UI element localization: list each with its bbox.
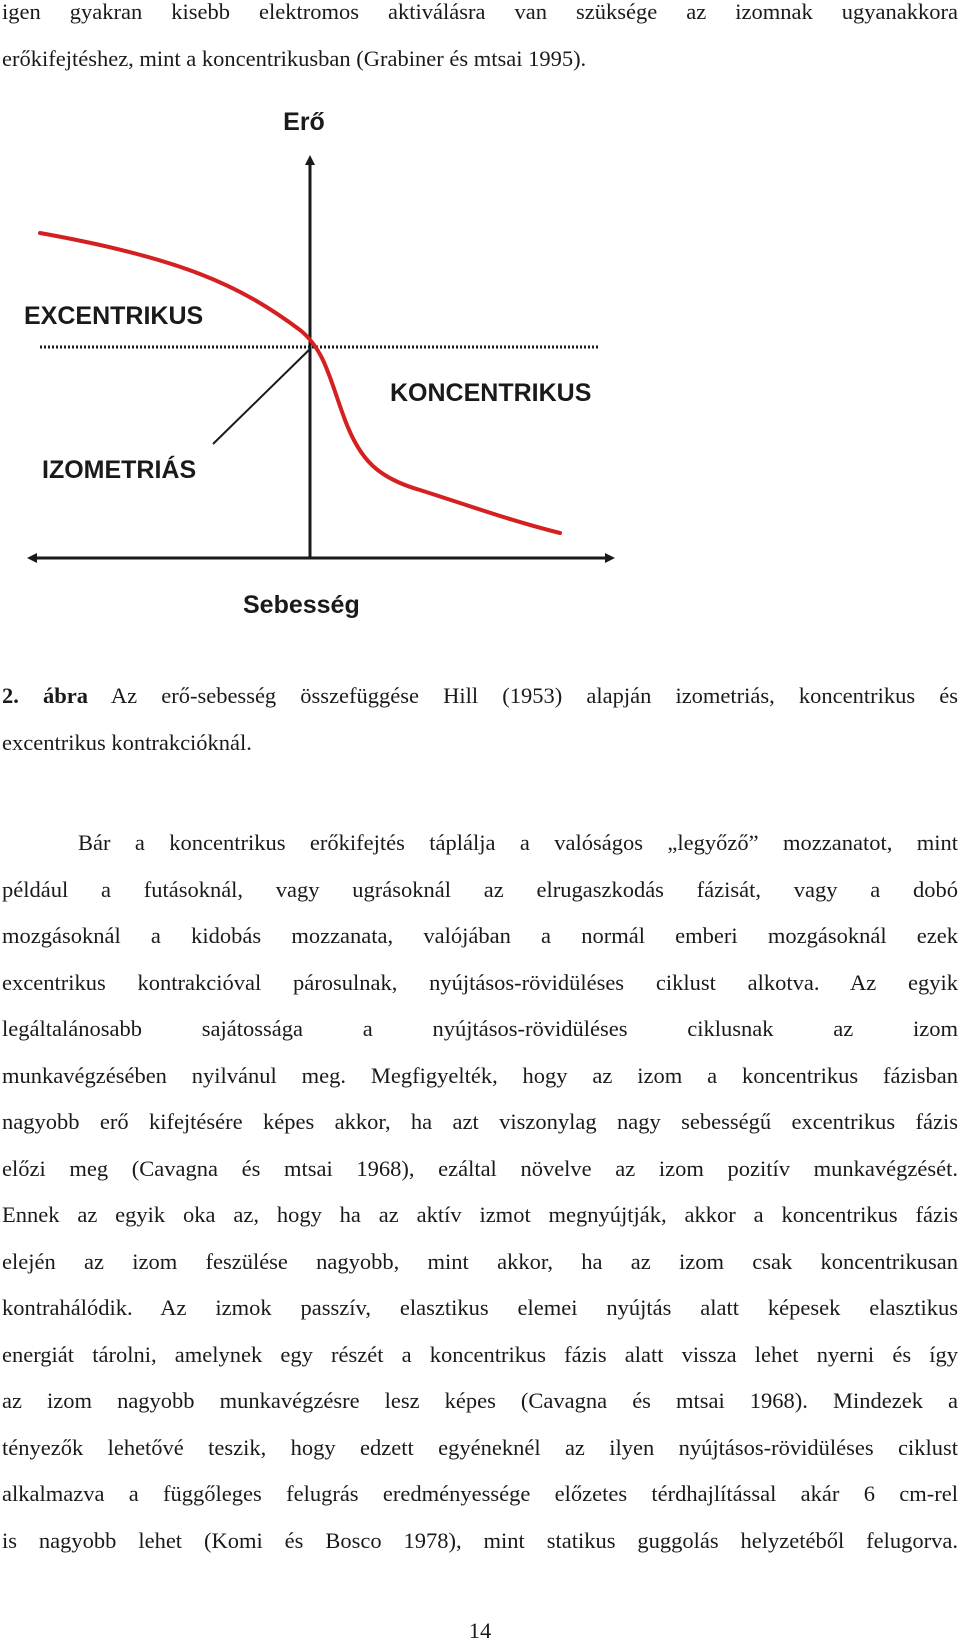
top-paragraph-line: erőkifejtéshez, mint a koncentrikusban (Grabiner és mtsai 1995). — [2, 45, 587, 71]
x-axis-label: Sebesség — [243, 591, 360, 619]
paragraph-line: excentrikus kontrakcióval párosulnak, nyújtásos-rövidüléses ciklust alkotva. Az egyik — [2, 969, 958, 995]
paragraph-line: például a futásoknál, vagy ugrásoknál az elrugaszkodás fázisát, vagy a dobó — [2, 876, 958, 902]
paragraph-line: Ennek az egyik oka az, hogy ha az aktív izmot megnyújtják, akkor a koncentrikus fázis — [2, 1202, 958, 1227]
page-number: 14 — [468, 1618, 492, 1643]
force-velocity-figure — [0, 100, 960, 660]
excentric-label: EXCENTRIKUS — [24, 302, 204, 330]
caption-line — [2, 673, 958, 720]
paragraph-line: Bár a koncentrikus erőkifejtés táplálja a valóságos „legyőző” mozzanatot, mint — [78, 830, 958, 855]
paragraph-line: előzi meg (Cavagna és mtsai 1968), ezáltal növelve az izom pozitív munkavégzését. — [2, 1155, 958, 1181]
paragraph-line: az izom nagyobb munkavégzésre lesz képes (Cavagna és mtsai 1968). Mindezek a — [2, 1388, 958, 1413]
paragraph-line: energiát tárolni, amelynek egy részét a koncentrikus fázis alatt vissza lehet nyerni és így — [2, 1341, 958, 1367]
paragraph-line: mozgásoknál a kidobás mozzanata, valójában a normál emberi mozgásoknál ezek — [2, 923, 958, 948]
paragraph-line: legáltalánosabb sajátossága a nyújtásos-rövidüléses ciklusnak az izom — [2, 1016, 958, 1041]
top-paragraph — [2, 0, 958, 82]
paragraph-line: tényezők lehetővé teszik, hogy edzett egyéneknél az ilyen nyújtásos-rövidüléses ciklust — [2, 1434, 958, 1460]
isometric-pointer-line — [213, 349, 310, 444]
top-paragraph-line: igen gyakran kisebb elektromos aktiválásra van szüksége az izomnak ugyanakkora — [2, 0, 958, 24]
main-paragraph — [2, 820, 958, 1564]
caption-line: excentrikus kontrakcióknál. — [2, 729, 252, 755]
paragraph-line: nagyobb erő kifejtésére képes akkor, ha azt viszonylag nagy sebességű excentrikus fázis — [2, 1109, 958, 1134]
paragraph-line: is nagyobb lehet (Komi és Bosco 1978), mint statikus guggolás helyzetéből felugorva. — [2, 1527, 958, 1553]
figure-caption — [2, 673, 958, 766]
paragraph-line: munkavégzésében nyilvánul meg. Megfigyelték, hogy az izom a koncentrikus fázisban — [2, 1062, 958, 1088]
isometric-label: IZOMETRIÁS — [42, 456, 197, 484]
y-axis-label: Erő — [283, 108, 325, 136]
caption-text: Az erő-sebesség összefüggése Hill (1953) alapján izometriás, koncentrikus és — [88, 683, 958, 708]
paragraph-line: kontrahálódik. Az izmok passzív, elasztikus elemei nyújtás alatt képesek elasztikus — [2, 1295, 958, 1320]
paragraph-line: elején az izom feszülése nagyobb, mint akkor, ha az izom csak koncentrikusan — [2, 1248, 958, 1274]
concentric-label: KONCENTRIKUS — [390, 379, 592, 407]
paragraph-line: alkalmazva a függőleges felugrás eredményessége előzetes térdhajlítással akár 6 cm-rel — [2, 1481, 958, 1506]
caption-label: 2. ábra — [2, 683, 88, 708]
